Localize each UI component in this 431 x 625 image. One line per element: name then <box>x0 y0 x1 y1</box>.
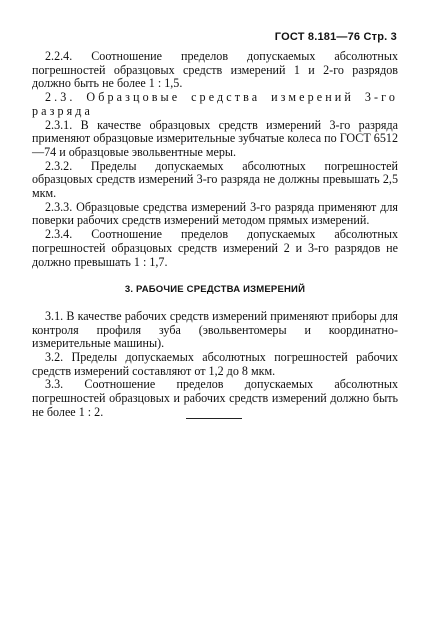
paragraph-3-3: 3.3. Соотношение пределов допускаемых абсолютных погрешностей образцовых и рабочих средств измерений должно быть не более 1 : 2. <box>32 377 398 419</box>
subsection-heading-2-3: 2.3. Образцовые средства измерений 3-го разряда <box>32 90 398 118</box>
end-divider-line <box>186 418 242 419</box>
paragraph-3-2: 3.2. Пределы допускаемых абсолютных погрешностей рабочих средств измерений составляют от 1,2 до 8 мкм. <box>32 350 398 378</box>
paragraph-2-3-1: 2.3.1. В качестве образцовых средств измерений 3-го разряда применяют образцовые измерительные зубчатые колеса по ГОСТ 6512—74 и образцовые эвольвентные меры. <box>32 117 398 159</box>
page-header: ГОСТ 8.181—76 Стр. 3 <box>274 31 397 43</box>
paragraph-2-3-4: 2.3.4. Соотношение пределов допускаемых абсолютных погрешностей образцовых средств измерений 2 и 3-го разрядов не должно превышать 1 : 1,7. <box>32 227 398 269</box>
paragraph-2-3-2: 2.3.2. Пределы допускаемых абсолютных погрешностей образцовых средств измерений 3-го разряда не должны превышать 2,5 мкм. <box>32 158 398 201</box>
section-heading-3: 3. РАБОЧИЕ СРЕДСТВА ИЗМЕРЕНИЙ <box>124 284 306 296</box>
paragraph-2-3-3: 2.3.3. Образцовые средства измерений 3-го разряда применяют для поверки рабочих средств измерений методом прямых измерений. <box>32 199 398 228</box>
document-body <box>32 50 398 420</box>
paragraph-2-2-4: 2.2.4. Соотношение пределов допускаемых абсолютных погрешностей образцовых средств измерений 1 и 2-го разрядов должно быть не более 1 : 1,5. <box>32 49 398 91</box>
paragraph-3-1: 3.1. В качестве рабочих средств измерений применяют приборы для контроля профиля зуба (эвольвентомеры и координатно-измерительные машины). <box>32 308 398 351</box>
